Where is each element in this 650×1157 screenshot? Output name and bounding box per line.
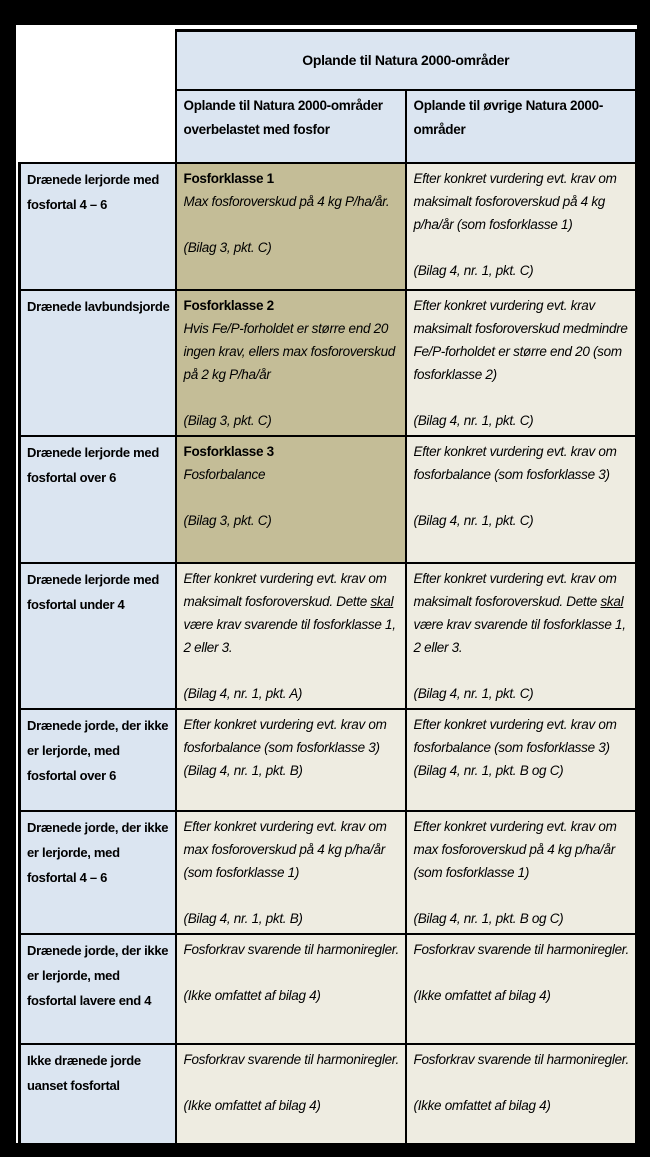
cell-overbelastet-r5 bbox=[176, 709, 406, 811]
underlined-skal: skal bbox=[370, 593, 394, 609]
table-row bbox=[20, 811, 637, 934]
fosforklasse-heading: Fosforklasse 1 bbox=[183, 170, 274, 186]
cell-body: Efter konkret vurdering evt. krav maksimalt fosforoverskud medmindre Fe/P-forholdet er større end 20 (som fosforklasse 2) bbox=[413, 297, 628, 382]
row-label-draenede-lerjorde-under-4: Drænede lerjorde med fosfortal under 4 bbox=[20, 563, 176, 709]
table-row bbox=[20, 563, 637, 709]
body-text: Efter konkret vurdering evt. krav om maksimalt fosforoverskud. Dette bbox=[183, 570, 387, 609]
header-col-oevrige: Oplande til øvrige Natura 2000-områder bbox=[406, 90, 637, 163]
cell-body: Fosforbalance bbox=[183, 466, 266, 482]
cell-oevrige-r7 bbox=[406, 934, 637, 1044]
fosforklasse-heading: Fosforklasse 3 bbox=[183, 443, 274, 459]
row-label-ikke-lerjorde-over-6: Drænede jorde, der ikke er lerjorde, med fosfortal over 6 bbox=[20, 709, 176, 811]
row-label-ikke-lerjorde-4-6: Drænede jorde, der ikke er lerjorde, med fosfortal 4 – 6 bbox=[20, 811, 176, 934]
cell-body: Fosforkrav svarende til harmoniregler. bbox=[413, 941, 629, 957]
table-row bbox=[20, 290, 637, 436]
cell-oevrige-r3 bbox=[406, 436, 637, 563]
bilag-note: (Ikke omfattet af bilag 4) bbox=[413, 987, 551, 1003]
empty-corner-cell bbox=[20, 31, 176, 163]
cell-fosforklasse-2 bbox=[176, 290, 406, 436]
table-row bbox=[20, 709, 637, 811]
cell-body: Efter konkret vurdering evt. krav om fosforbalance (som fosforklasse 3) bbox=[413, 716, 617, 755]
row-label-ikke-lerjorde-lavere-end-4: Drænede jorde, der ikke er lerjorde, med fosfortal lavere end 4 bbox=[20, 934, 176, 1044]
cell-overbelastet-r4 bbox=[176, 563, 406, 709]
document-page bbox=[16, 25, 637, 1143]
cell-oevrige-r4 bbox=[406, 563, 637, 709]
bilag-note: (Bilag 4, nr. 1, pkt. C) bbox=[413, 685, 534, 701]
cell-body: Efter konkret vurdering evt. krav om max fosforoverskud på 4 kg p/ha/år (som fosforklasse 1) bbox=[413, 818, 617, 880]
bilag-note: (Bilag 4, nr. 1, pkt. C) bbox=[413, 412, 534, 428]
row-label-draenede-lerjorde-4-6: Drænede lerjorde med fosfortal 4 – 6 bbox=[20, 163, 176, 290]
cell-body: Efter konkret vurdering evt. krav om max fosforoverskud på 4 kg p/ha/år (som fosforklasse 1) bbox=[183, 818, 387, 880]
bilag-note: (Bilag 4, nr. 1, pkt. A) bbox=[183, 685, 303, 701]
cell-fosforklasse-1 bbox=[176, 163, 406, 290]
bilag-note: (Ikke omfattet af bilag 4) bbox=[183, 987, 321, 1003]
bilag-note: (Bilag 3, pkt. C) bbox=[183, 512, 272, 528]
row-label-draenede-lerjorde-over-6: Drænede lerjorde med fosfortal over 6 bbox=[20, 436, 176, 563]
cell-overbelastet-r7 bbox=[176, 934, 406, 1044]
row-label-draenede-lavbundsjorde: Drænede lavbundsjorde bbox=[20, 290, 176, 436]
cell-body: Fosforkrav svarende til harmoniregler. bbox=[183, 1051, 399, 1067]
cell-body: Efter konkret vurdering evt. krav om fosforbalance (som fosforklasse 3) bbox=[413, 443, 617, 482]
cell-body: Max fosforoverskud på 4 kg P/ha/år. bbox=[183, 193, 390, 209]
bilag-note: (Bilag 4, nr. 1, pkt. B) bbox=[183, 910, 303, 926]
cell-body: Efter konkret vurdering evt. krav om maksimalt fosforoverskud på 4 kg p/ha/år (som fosforklasse 1) bbox=[413, 170, 617, 232]
cell-body: Hvis Fe/P-forholdet er større end 20 ingen krav, ellers max fosforoverskud på 2 kg P/ha/år bbox=[183, 320, 395, 382]
bilag-note: (Bilag 4, nr. 1, pkt. B) bbox=[183, 762, 303, 778]
cell-oevrige-r8 bbox=[406, 1044, 637, 1144]
table-row bbox=[20, 436, 637, 563]
bilag-note: (Bilag 3, pkt. C) bbox=[183, 412, 272, 428]
fosfor-requirements-table bbox=[18, 29, 637, 1143]
cell-body bbox=[414, 567, 631, 659]
bilag-note: (Ikke omfattet af bilag 4) bbox=[183, 1097, 321, 1113]
cell-overbelastet-r8 bbox=[176, 1044, 406, 1144]
bilag-note: (Bilag 4, nr. 1, pkt. B og C) bbox=[413, 762, 564, 778]
cell-oevrige-r1 bbox=[406, 163, 637, 290]
cell-body bbox=[184, 567, 400, 659]
table-row bbox=[20, 1044, 637, 1144]
bilag-note: (Ikke omfattet af bilag 4) bbox=[413, 1097, 551, 1113]
cell-body: Fosforkrav svarende til harmoniregler. bbox=[413, 1051, 629, 1067]
cell-fosforklasse-3 bbox=[176, 436, 406, 563]
cell-oevrige-r6 bbox=[406, 811, 637, 934]
cell-body: Efter konkret vurdering evt. krav om fosforbalance (som fosforklasse 3) bbox=[183, 716, 387, 755]
body-text: være krav svarende til fosforklasse 1, 2 eller 3. bbox=[183, 616, 396, 655]
header-row-merged bbox=[20, 31, 637, 90]
bilag-note: (Bilag 4, nr. 1, pkt. C) bbox=[413, 262, 534, 278]
row-label-ikke-draenede-jorde: Ikke drænede jorde uanset fosfortal bbox=[20, 1044, 176, 1144]
cell-body: Fosforkrav svarende til harmoniregler. bbox=[183, 941, 399, 957]
bilag-note: (Bilag 4, nr. 1, pkt. B og C) bbox=[413, 910, 564, 926]
table-row bbox=[20, 934, 637, 1044]
cell-oevrige-r2 bbox=[406, 290, 637, 436]
underlined-skal: skal bbox=[600, 593, 624, 609]
header-col-overbelastet: Oplande til Natura 2000-områder overbelastet med fosfor bbox=[176, 90, 406, 163]
body-text: være krav svarende til fosforklasse 1, 2 eller 3. bbox=[413, 616, 626, 655]
table-row bbox=[20, 163, 637, 290]
cell-oevrige-r5 bbox=[406, 709, 637, 811]
body-text: Efter konkret vurdering evt. krav om maksimalt fosforoverskud. Dette bbox=[413, 570, 617, 609]
header-oplande-natura2000: Oplande til Natura 2000-områder bbox=[176, 31, 637, 90]
cell-overbelastet-r6 bbox=[176, 811, 406, 934]
bilag-note: (Bilag 4, nr. 1, pkt. C) bbox=[413, 512, 534, 528]
bilag-note: (Bilag 3, pkt. C) bbox=[183, 239, 272, 255]
fosforklasse-heading: Fosforklasse 2 bbox=[183, 297, 274, 313]
